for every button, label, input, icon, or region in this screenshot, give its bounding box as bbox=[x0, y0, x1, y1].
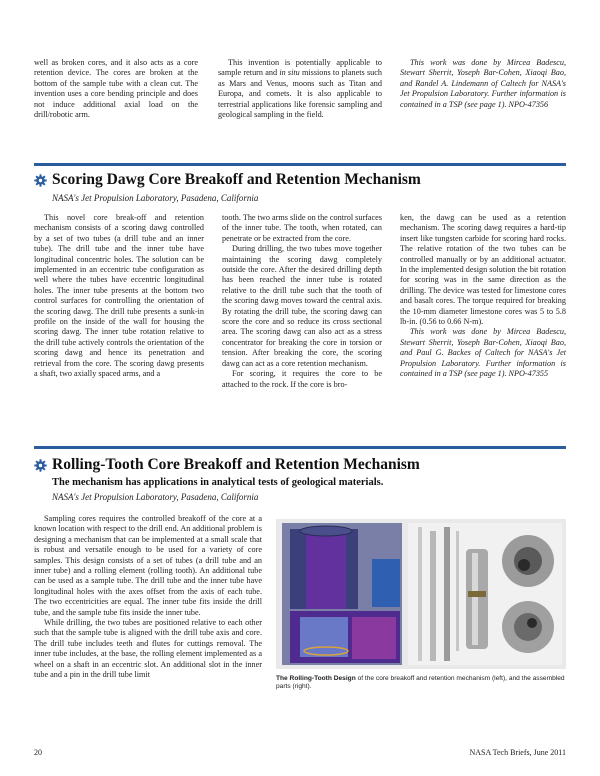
top-column-2 bbox=[218, 58, 382, 120]
article2-p1: Sampling cores requires the controlled breakoff of the core at a known location with respect to the drill end. An additional problem is designing a mechanism that can be implemented at a small scale that is robust and versatile enough to be used for a variety of core samples. This design consists of a set of tubes (a drill tube and an inner tube) and a rolling element (rolling tooth). An additional tube can be used as a sample tube. The drill tube and the inner tube have longitudinal holes with the axes offset from the axis of each tube. The two eccentricities are equal. The inner tube fits inside the drill tube, and the sample tube fits inside the inner tube. bbox=[34, 514, 262, 617]
gear-icon bbox=[34, 459, 47, 472]
top-column-3 bbox=[400, 58, 566, 110]
article1-credit: This work was done by Mircea Badescu, Stewart Sherrit, Yoseph Bar-Cohen, Xiaoqi Bao, and Paul G. Backes of Caltech for NASA's Jet Propulsion Laboratory. Further information is contained in a TSP (see page 1). NPO-47355 bbox=[400, 327, 566, 379]
article1-col1-text: This novel core break-off and retention mechanism consists of a scoring dawg controlled by a set of two tubes (a drill tube and an inner tube). The drill tube and the inner tube have longitudinal concentric holes. The solution can be implemented in an eccentric tube configuration as well where the tubes have eccentric longitudinal holes. The inner tube presents at the bottom two control surfaces for controlling the orientation of the scoring dawg. The drill tube presents a sunk-in profile on the inside of the wall for housing the scoring dawg. The inner tube rotation relative to the drill tube actively controls the orientation of the scoring dawg and hence its penetration and retrieval from the core. The scoring dawg presents a shaft, two axially spaced arms, and a bbox=[34, 213, 204, 379]
article1-column-2 bbox=[222, 213, 382, 390]
top-col2-text: This invention is potentially applicable to sample return and in situ missions to planets such as Mars and Venus, moons such as Titan and Europa, and comets. It is also applicable to terrestrial applications like forensic sampling and geological sampling in the field. bbox=[218, 58, 382, 120]
article1-col2-p1: tooth. The two arms slide on the control surfaces of the inner tube. The tooth, when rotated, can penetrate or be extracted from the core. bbox=[222, 213, 382, 243]
section-rule-1 bbox=[34, 163, 566, 166]
section-rule-2 bbox=[34, 446, 566, 449]
article2-title: Rolling-Tooth Core Breakoff and Retention Mechanism bbox=[52, 456, 420, 473]
article1-column-3 bbox=[400, 213, 566, 380]
top-column-1 bbox=[34, 58, 198, 120]
article1-col2-p2: During drilling, the two tubes move together maintaining the scoring dawg completely outside the core. After the desired drilling depth has been reached the inner tube is rotated relative to the drill tube such that the tooth of the scoring dawg moves toward the central axis. By rotating the drill tube, the scoring dawg can score the core and so reduce its cross sectional area. The scoring dawg can also act as a stress concentrator for breaking the core in torsion or tension. After breaking the core, the scoring dawg can act as a core retention mechanism. bbox=[222, 244, 382, 368]
article2-body bbox=[34, 514, 262, 681]
gear-icon bbox=[34, 174, 47, 187]
article2-subtitle: The mechanism has applications in analytical tests of geological materials. bbox=[52, 477, 384, 488]
article1-col2-p3: For scoring, it requires the core to be attached to the rock. If the core is bro- bbox=[222, 369, 382, 389]
article1-column-1 bbox=[34, 213, 204, 380]
figure-illustration bbox=[276, 519, 566, 669]
page-number: 20 bbox=[34, 748, 42, 757]
article2-p2: While drilling, the two tubes are positioned relative to each other such that the sample tube is aligned with the drill tube axis and core. The drill tube includes teeth and flutes for cuttings removal. The inner tube includes, at the base, the rolling element implemented as a wheel on a shaft in an eccentric slot. An additional slot in the inner tube and a pin in the drill tube limit bbox=[34, 618, 262, 680]
figure-caption: The Rolling-Tooth Design of the core breakoff and retention mechanism (left), and the assembled parts (right). bbox=[276, 675, 565, 691]
article1-col3-p1: ken, the dawg can be used as a retention mechanism. The scoring dawg requires a hard-tip insert like tungsten carbide for scoring hard rocks. The relative rotation of the two tubes can be controlled manually or by an additional actuator. In the implemented design solution the bit rotation for scoring was in the same direction as the drilling. The device was tested for limestone cores and basalt cores. The torque required for breaking the 10-mm diameter limestone cores was 5 to 5.8 lb-in. (0.56 to 0.66 N-m). bbox=[400, 213, 566, 327]
top-col1-text: well as broken cores, and it also acts as a core retention device. The cores are broken at the bottom of the sample tube with a clean cut. The invention uses a core bending principle and does not induce additional axial load on the drill/robotic arm. bbox=[34, 58, 198, 120]
article1-affiliation: NASA's Jet Propulsion Laboratory, Pasadena, California bbox=[52, 193, 259, 203]
article1-title: Scoring Dawg Core Breakoff and Retention Mechanism bbox=[52, 171, 421, 188]
journal-footer: NASA Tech Briefs, June 2011 bbox=[469, 748, 566, 757]
figure-panel bbox=[276, 519, 566, 669]
article2-affiliation: NASA's Jet Propulsion Laboratory, Pasadena, California bbox=[52, 492, 259, 502]
top-credit: This work was done by Mircea Badescu, Stewart Sherrit, Yoseph Bar-Cohen, Xiaoqi Bao, and Randel A. Lindemann of Caltech for NASA's Jet Propulsion Laboratory. Further information is contained in a TSP (see page 1). NPO-47356 bbox=[400, 58, 566, 109]
